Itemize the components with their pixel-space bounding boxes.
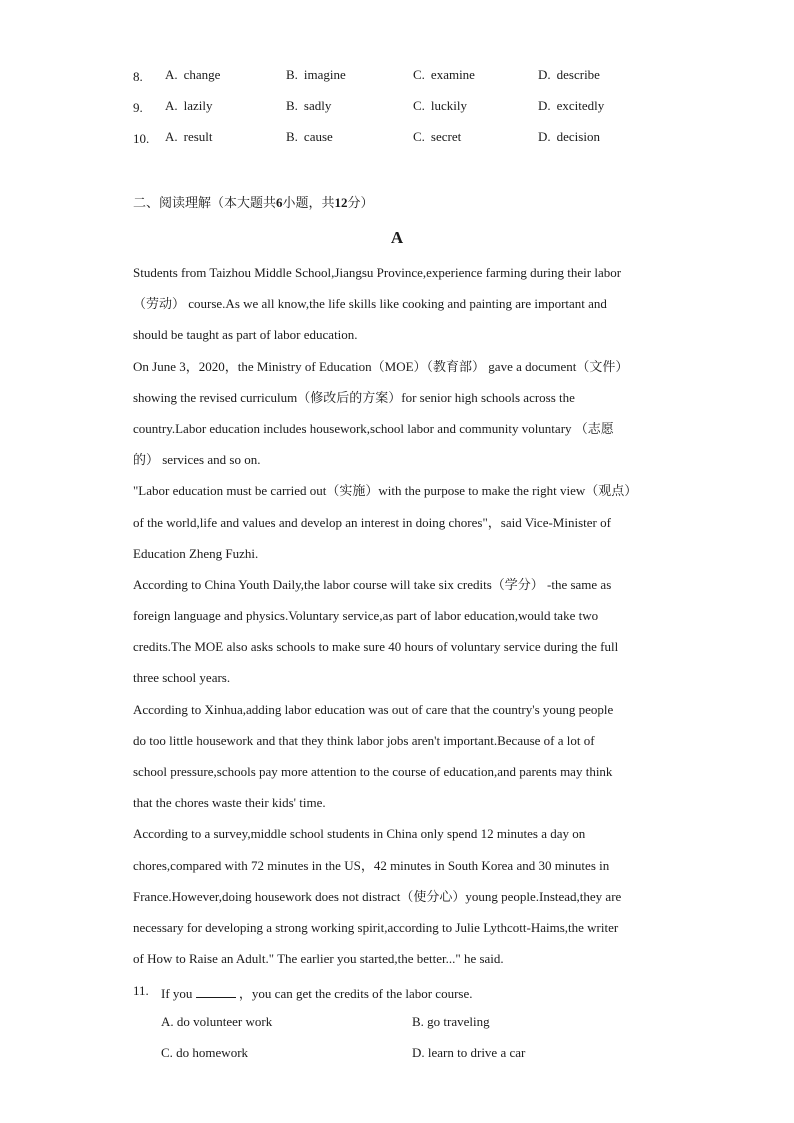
question-row: [133, 67, 733, 87]
option-c: C. luckily: [413, 98, 468, 113]
question-row: [133, 98, 733, 118]
option-c: C. do homework: [161, 1045, 249, 1060]
question-row: [133, 129, 733, 149]
option-c: C. examine: [413, 67, 475, 82]
passage-line: credits.The MOE also asks schools to make sure 40 hours of voluntary service during the full: [133, 639, 619, 655]
passage-line: that the chores waste their kids' time.: [133, 795, 326, 811]
question-number: 10.: [133, 131, 150, 146]
passage-line: 的） services and so on.: [133, 452, 261, 468]
option-d: D. describe: [538, 67, 600, 82]
passage-line: school pressure,schools pay more attention to the course of education,and parents may think: [133, 764, 613, 779]
passage-line: foreign language and physics.Voluntary service,as part of labor education,would take two: [133, 608, 599, 624]
answer-blank[interactable]: [196, 985, 236, 998]
passage-line: According to a survey,middle school students in China only spend 12 minutes a day on: [133, 826, 586, 842]
option-a: A. change: [165, 67, 221, 82]
passage-line: showing the revised curriculum（修改后的方案）for senior high schools across the: [133, 389, 575, 405]
passage-line: According to China Youth Daily,the labor course will take six credits（学分） -the same as: [133, 576, 612, 592]
passage-line: should be taught as part of labor education.: [133, 327, 358, 343]
reading-passage: [133, 263, 665, 980]
passage-line: three school years.: [133, 670, 231, 686]
passage-line: According to Xinhua,adding labor education was out of care that the country's young people: [133, 701, 614, 717]
option-c: C. secret: [413, 129, 462, 144]
option-a: A. lazily: [165, 98, 213, 113]
passage-line: chores,compared with 72 minutes in the US，42 minutes in South Korea and 30 minutes in: [133, 857, 610, 873]
passage-line: country.Labor education includes housework,school labor and community voluntary （志愿: [133, 420, 614, 436]
option-d: D. excitedly: [538, 98, 605, 113]
passage-title: A: [390, 228, 404, 247]
passage-line: On June 3，2020，the Ministry of Education（MOE）（教育部） gave a document（文件）: [133, 358, 629, 374]
question-number: 11.: [133, 983, 149, 998]
option-d: D. decision: [538, 129, 600, 144]
option-b: B. imagine: [286, 67, 346, 82]
question-number: 8.: [133, 69, 143, 84]
passage-line: do too little housework and that they think labor jobs aren't important.Because of a lot of: [133, 732, 595, 748]
option-b: B. cause: [286, 129, 333, 144]
passage-line: of How to Raise an Adult." The earlier you started,the better..." he said.: [133, 951, 504, 967]
option-a: A. result: [165, 129, 213, 144]
passage-line: Students from Taizhou Middle School,Jiangsu Province,experience farming during their labor: [133, 265, 622, 280]
passage-line: France.However,doing housework does not distract（使分心）young people.Instead,they are: [133, 888, 622, 904]
question-stem: If you ，you can get the credits of the labor course.: [161, 986, 473, 1001]
option-d: D. learn to drive a car: [412, 1045, 526, 1060]
passage-line: （劳动） course.As we all know,the life skills like cooking and painting are important and: [133, 296, 607, 312]
passage-line: "Labor education must be carried out（实施）with the purpose to make the right view（观点）: [133, 483, 638, 499]
option-b: B. go traveling: [412, 1014, 490, 1029]
option-b: B. sadly: [286, 98, 332, 113]
question-number: 9.: [133, 100, 143, 115]
passage-line: necessary for developing a strong working spirit,according to Julie Lythcott-Haims,the writer: [133, 919, 619, 935]
section-heading: 二、阅读理解（本大题共6小题，共12分）: [133, 195, 374, 210]
passage-line: of the world,life and values and develop an interest in doing chores"，said Vice-Minister of: [133, 514, 611, 530]
option-a: A. do volunteer work: [161, 1014, 273, 1029]
passage-line: Education Zheng Fuzhi.: [133, 545, 259, 561]
